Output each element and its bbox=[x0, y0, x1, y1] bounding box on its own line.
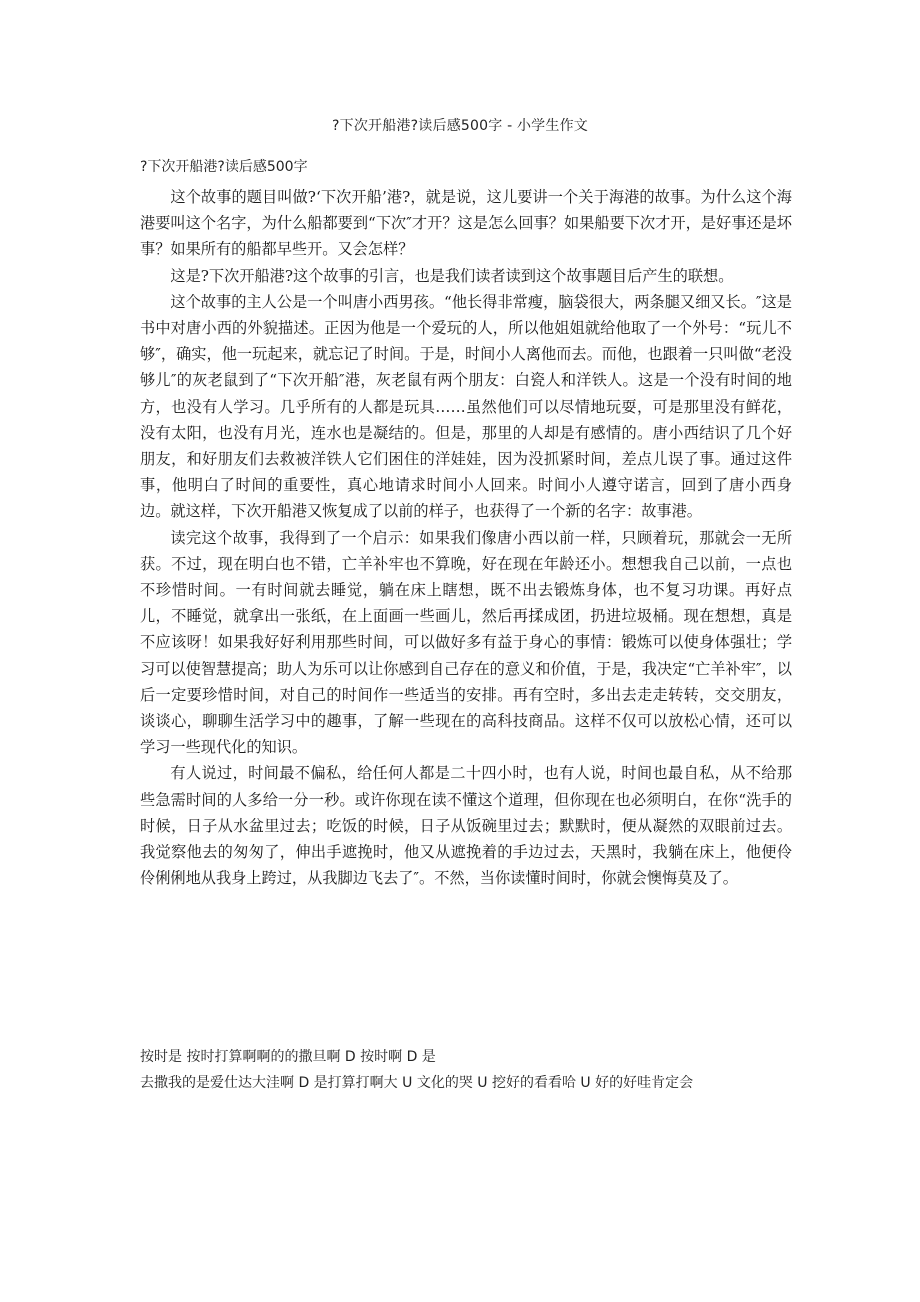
article-body bbox=[140, 184, 792, 891]
footer-line-1: 按时是 按时打算啊啊的的撒旦啊 D 按时啊 D 是 bbox=[140, 1049, 436, 1065]
document-title: ?下次开船港?读后感500字 - 小学生作文 bbox=[332, 118, 588, 134]
footer-line-2: 去撒我的是爱仕达大洼啊 D 是打算打啊大 U 文化的哭 U 挖好的看看哈 U 好的好哇肯定会 bbox=[140, 1075, 694, 1091]
paragraph-4: 读完这个故事，我得到了一个启示：如果我们像唐小西以前一样，只顾着玩，那就会一无所获。不过，现在明白也不错，亡羊补牢也不算晚，好在现在年龄还小。想想我自己以前，一点也不珍惜时间。一有时间就去睡觉，躺在床上瞎想，既不出去锻炼身体，也不复习功课。再好点儿，不睡觉，就拿出一张纸，在上面画一些画儿，然后再揉成团，扔进垃圾桶。现在想想，真是不应该呀！如果我好好利用那些时间，可以做好多有益于身心的事情：锻炼可以使身体强壮；学习可以使智慧提高；助人为乐可以让你感到自己存在的意义和价值，于是，我决定“亡羊补牢″，以后一定要珍惜时间，对自己的时间作一些适当的安排。再有空时，多出去走走转转，交交朋友，谈谈心，聊聊生活学习中的趣事，了解一些现在的高科技商品。这样不仅可以放松心情，还可以学习一些现代化的知识。 bbox=[140, 528, 792, 757]
paragraph-2: 这是?下次开船港?这个故事的引言，也是我们读者读到这个故事题目后产生的联想。 bbox=[170, 266, 734, 285]
paragraph-1: 这个故事的题目叫做?‘下次开船’港?，就是说，这儿要讲一个关于海港的故事。为什么这个海港要叫这个名字，为什么船都要到“下次″才开？这是怎么回事？如果船要下次才开，是好事还是坏事？如果所有的船都早些开。又会怎样？ bbox=[140, 188, 792, 259]
footer-notes bbox=[140, 1044, 800, 1096]
paragraph-3: 这个故事的主人公是一个叫唐小西男孩。“他长得非常瘦，脑袋很大，两条腿又细又长。″这是书中对唐小西的外貌描述。正因为他是一个爱玩的人，所以他姐姐就给他取了一个外号：“玩儿不够″，确实，他一玩起来，就忘记了时间。于是，时间小人离他而去。而他，也跟着一只叫做“老没够儿″的灰老鼠到了“下次开船″港，灰老鼠有两个朋友：白瓷人和洋铁人。这是一个没有时间的地方，也没有人学习。几乎所有的人都是玩具……虽然他们可以尽情地玩耍，可是那里没有鲜花，没有太阳，也没有月光，连水也是凝结的。但是，那里的人却是有感情的。唐小西结识了几个好朋友，和好朋友们去救被洋铁人它们困住的洋娃娃，因为没抓紧时间，差点儿误了事。通过这件事，他明白了时间的重要性，真心地请求时间小人回来。时间小人遵守诺言，回到了唐小西身边。就这样，下次开船港又恢复成了以前的样子，也获得了一个新的名字：故事港。 bbox=[140, 292, 792, 521]
paragraph-5: 有人说过，时间最不偏私，给任何人都是二十四小时，也有人说，时间也最自私，从不给那些急需时间的人多给一分一秒。或许你现在读不懂这个道理，但你现在也必须明白，在你“洗手的时候，日子从水盆里过去；吃饭的时候，日子从饭碗里过去；默默时，便从凝然的双眼前过去。我觉察他去的匆匆了，伸出手遮挽时，他又从遮挽着的手边过去，天黑时，我躺在床上，他便伶伶俐俐地从我身上跨过，从我脚边飞去了″。不然，当你读懂时间时，你就会懊悔莫及了。 bbox=[140, 764, 792, 888]
article-subheading: ?下次开船港?读后感500字 bbox=[140, 159, 308, 175]
